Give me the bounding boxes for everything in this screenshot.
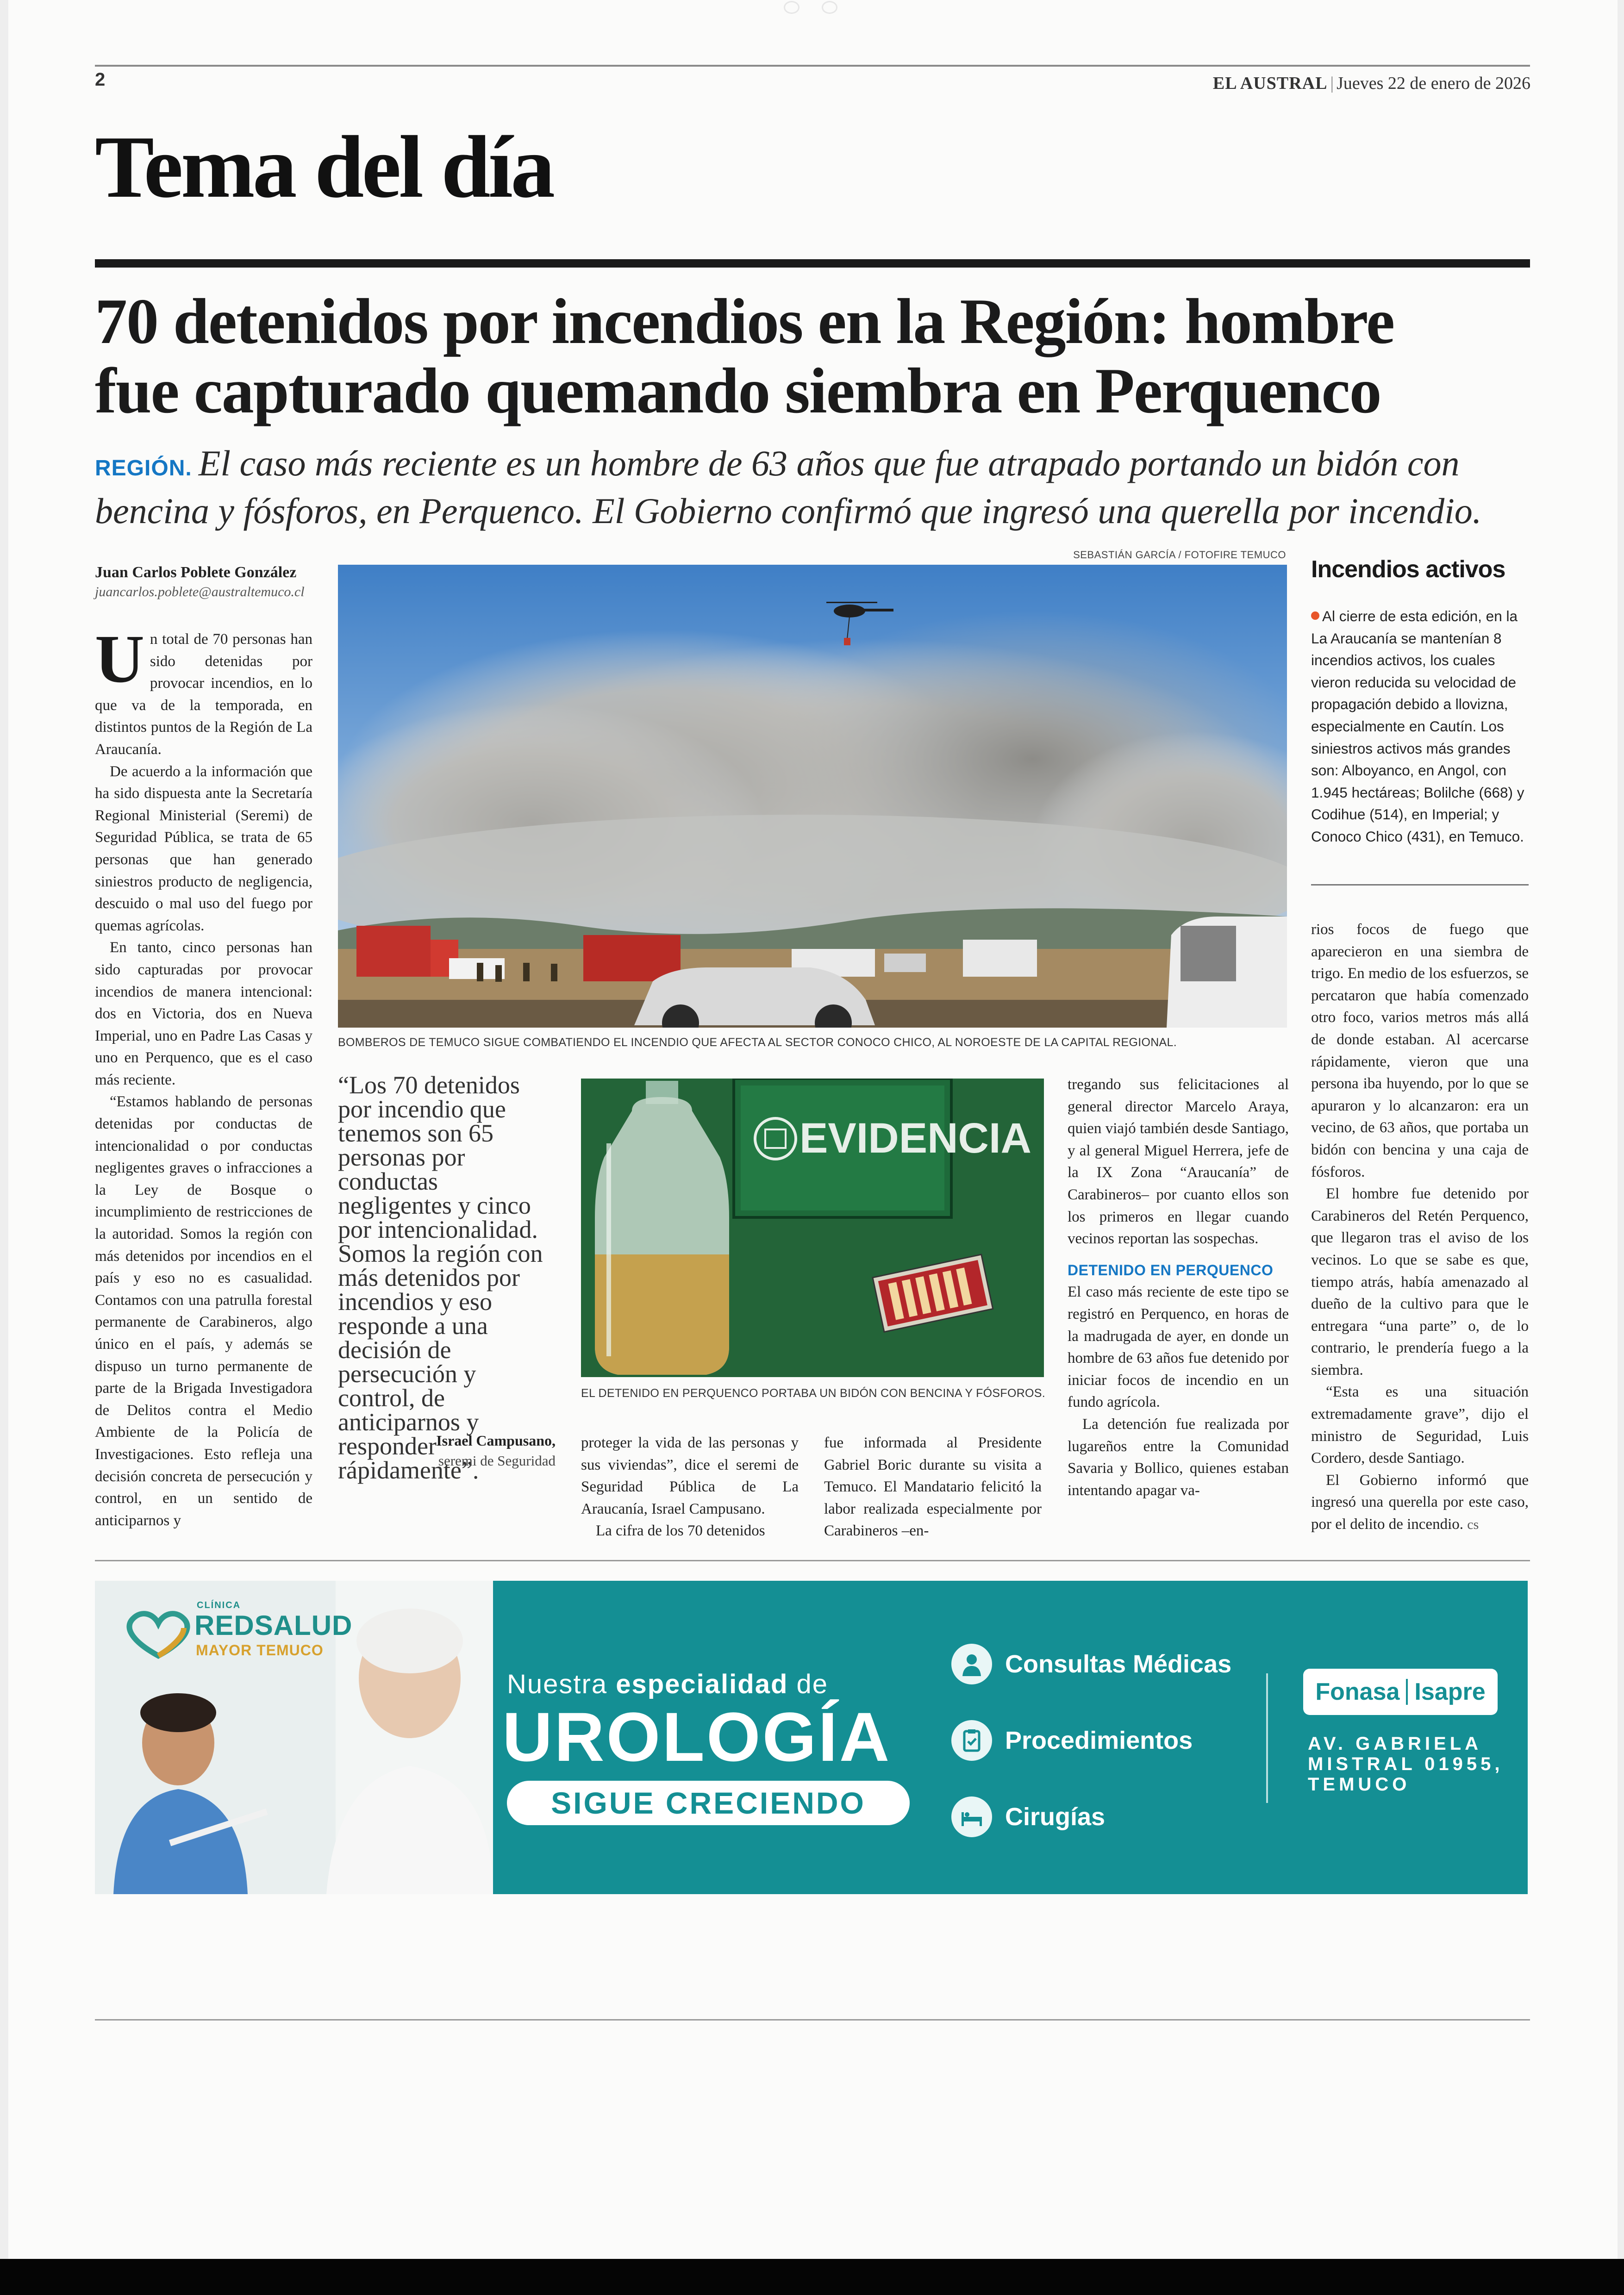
paragraph: fue informada al Presidente Gabriel Boric durante su visita a Temuco. El Mandatario felicitó la labor realizada especialmente por Carabineros –en- <box>824 1434 1042 1540</box>
footer-rule <box>95 2019 1530 2021</box>
dropcap: U <box>95 621 144 697</box>
deck-tag: REGIÓN. <box>95 456 192 480</box>
article-bottom-rule <box>95 1560 1530 1561</box>
pull-quote-role: seremi de Seguridad <box>438 1453 556 1469</box>
ad-fonasa: Fonasa <box>1315 1678 1400 1705</box>
paragraph: La cifra de los 70 detenidos <box>596 1522 765 1540</box>
end-mark-icon: cs <box>1467 1517 1479 1533</box>
heart-logo-icon <box>124 1609 193 1660</box>
evidence-photo-caption: EL DETENIDO EN PERQUENCO PORTABA UN BIDÓN CON BENCINA Y FÓSFOROS. <box>581 1387 1046 1400</box>
ad-tagline-bold: especialidad <box>616 1669 788 1699</box>
wildfire-photo-art <box>338 565 1287 1028</box>
doctor-icon <box>951 1644 992 1684</box>
article-column-5 <box>1068 1074 1289 1502</box>
pull-quote-name: Israel Campusano, <box>436 1432 556 1449</box>
section-title: Tema del día <box>95 118 553 216</box>
page-number: 2 <box>95 69 106 90</box>
clipboard-icon <box>951 1720 992 1761</box>
section-rule <box>95 259 1530 268</box>
ad-logo <box>194 1609 352 1641</box>
paragraph: rios focos de fuego que aparecieron en una siembra de trigo. En medio de los esfuerzos, se percataron que había comenzado otro foco, varios metros más allá de donde estaban. Al acercarse rápidamente, vieron que una persona iba huyendo, por lo que se apuraron y lo alcanzaron: era un vecino, de 63 años, que portaba un bidón con bencina y una caja de fósforos. <box>1311 921 1529 1180</box>
photo-caption: BOMBEROS DE TEMUCO SIGUE COMBATIENDO EL INCENDIO QUE AFECTA AL SECTOR CONOCO CHICO, AL NOROESTE DE LA CAPITAL REGIONAL. <box>338 1036 1177 1049</box>
evidence-photo <box>581 1079 1044 1377</box>
paragraph: El caso más reciente de este tipo se registró en Perquenco, en horas de la madrugada de ayer, en donde un hombre de 63 años fue detenido por iniciar focos de incendio en un fundo agrícola. <box>1068 1284 1289 1411</box>
header-rule <box>95 65 1530 67</box>
paragraph: En tanto, cinco personas han sido capturadas por provocar incendios de manera intencional: dos en Victoria, dos en Nueva Imperial, uno en Padre Las Casas y uno en Perquenco, que es el caso más reciente. <box>95 939 312 1088</box>
ad-photo-area <box>95 1581 493 1894</box>
viewer-dot-icon <box>784 1 800 14</box>
viewer-dot-icon <box>822 1 837 14</box>
paragraph: proteger la vida de las personas y sus viviendas”, dice el seremi de Seguridad Pública de La Araucanía, Israel Campusano. <box>581 1434 799 1517</box>
evidence-sign-text: EVIDENCIA <box>800 1115 1031 1162</box>
article-column-3 <box>581 1432 799 1542</box>
bullet-icon <box>1311 611 1319 620</box>
sidebar-rule <box>1311 884 1529 886</box>
ad-tagline <box>507 1669 828 1700</box>
hospital-bed-icon <box>951 1796 992 1837</box>
ad-isapre: Isapre <box>1414 1678 1486 1705</box>
masthead-separator: | <box>1330 74 1334 93</box>
paragraph: tregando sus felicitaciones al general director Marcelo Araya, quien viajó también desde Santiago, y al general Miguel Herrera, jefe de la IX Zona “Araucanía” de Carabineros– por cuanto ellos son los primeros en llegar cuando vecinos reportan las sospechas. <box>1068 1076 1289 1247</box>
wildfire-photo <box>338 565 1287 1028</box>
masthead-date: Jueves 22 de enero de 2026 <box>1337 74 1530 93</box>
ad-insurance-badge <box>1303 1669 1498 1715</box>
ad-item-label: Cirugías <box>1005 1803 1106 1831</box>
ad-specialty: UROLOGÍA <box>502 1698 892 1776</box>
pull-quote: “Los 70 detenidos por incendio que tenemos son 65 personas por conductas negligentes y cinco por intencionalidad. Somos la región con más detenidos por incendios y eso responde a una decisión de persecución y control, de anticiparnos y responder rápidamente”. <box>338 1071 543 1484</box>
paragraph <box>95 621 312 761</box>
deck-line-2: bencina y fósforos, en Perquenco. El Gobierno confirmó que ingresó una querella por incendio. <box>95 491 1482 531</box>
deck-line-1: El caso más reciente es un hombre de 63 años que fue atrapado portando un bidón con <box>198 443 1460 483</box>
ad-divider <box>1266 1673 1268 1803</box>
paragraph <box>1311 1470 1529 1536</box>
ad-item-label: Consultas Médicas <box>1005 1650 1232 1678</box>
page-edge-left <box>0 0 8 2295</box>
paragraph-text: El Gobierno informó que ingresó una querella por este caso, por el delito de incendio. <box>1311 1472 1529 1533</box>
ad-address <box>1308 1734 1504 1795</box>
ad-item-procedimientos <box>951 1720 1193 1761</box>
article-column-1 <box>95 621 312 1532</box>
subheading: DETENIDO EN PERQUENCO <box>1068 1261 1274 1278</box>
photo-credit: SEBASTIÁN GARCÍA / FOTOFIRE TEMUCO <box>1073 549 1286 561</box>
headline-line-2: fue capturado quemando siembra en Perquenco <box>95 355 1381 427</box>
masthead-brand: EL AUSTRAL <box>1212 74 1328 93</box>
viewer-bottom-bar <box>0 2259 1624 2295</box>
headline-line-1: 70 detenidos por incendios en la Región: hombre <box>95 286 1394 357</box>
ad-logo-red: RED <box>194 1610 255 1641</box>
deck <box>95 442 1539 532</box>
ad-item-cirugias <box>951 1796 1105 1838</box>
ad-tagline-post: de <box>796 1669 829 1699</box>
ad-item-label: Procedimientos <box>1005 1727 1193 1754</box>
sidebar-title: Incendios activos <box>1311 556 1505 583</box>
ad-logo-clinica: CLÍNICA <box>197 1600 241 1610</box>
page-edge-right <box>1618 0 1624 2295</box>
byline-author: Juan Carlos Poblete González <box>95 564 297 581</box>
paragraph-text: n total de 70 personas han sido detenidas por provocar incendios, en lo que va de la temporada, en distintos puntos de la Región de La Araucanía. <box>95 631 312 758</box>
article-column-6 <box>1311 919 1529 1536</box>
paragraph: La detención fue realizada por lugareños entre la Comunidad Savaria y Bollico, quienes estaban intentando apagar va- <box>1068 1416 1289 1499</box>
paragraph: “Estamos hablando de personas detenidas por conductas de intencionalidad o por conductas negligentes graves o infracciones a la Ley de Bosque o incumplimiento de restricciones de la autoridad. Somos la región con más detenidos por incendios en el país y eso no es casualidad. Contamos con una patrulla forestal permanente de Carabineros, algo único en el país, y además se dispuso un turno permanente de parte de la Brigada Investigadora de Delitos contra el Medio Ambiente de la Policía de Investigaciones. Esto refleja una decisión concreta de persecución y control, en un sentido de anticiparnos y <box>95 1093 312 1529</box>
ad-tagline-pre: Nuestra <box>507 1669 608 1699</box>
ad-pill: SIGUE CRECIENDO <box>507 1781 910 1825</box>
paragraph: “Esta es una situación extremadamente grave”, dijo el ministro de Seguridad, Luis Cordero, desde Santiago. <box>1311 1384 1529 1467</box>
ad-address-line: AV. GABRIELA <box>1308 1734 1482 1754</box>
headline <box>95 287 1539 426</box>
article-column-4 <box>824 1432 1042 1542</box>
byline-email[interactable]: juancarlos.poblete@australtemuco.cl <box>95 584 305 599</box>
ad-insurance-separator <box>1406 1679 1408 1705</box>
sidebar-text <box>1311 605 1529 848</box>
advertisement-banner[interactable] <box>95 1581 1528 1894</box>
paragraph: De acuerdo a la información que ha sido dispuesta ante la Secretaría Regional Ministerial (Seremi) de Seguridad Pública, se trata de 65 personas que han generado siniestros producto de negligencia, descuido o mal uso del fuego por quemas agrícolas. <box>95 763 312 934</box>
ad-item-consultas <box>951 1643 1231 1685</box>
ad-address-line: MISTRAL 01955, <box>1308 1754 1504 1774</box>
ad-address-line: TEMUCO <box>1308 1774 1411 1795</box>
sidebar-body: Al cierre de esta edición, en la La Araucanía se mantenían 8 incendios activos, los cuales vieron reducida su velocidad de propagación debido a llovizna, especialmente en Cautín. Los siniestros activos más grandes son: Alboyanco, en Angol, con 1.945 hectáreas; Bolilche (668) y Codihue (514), en Imperial; y Conoco Chico (431), en Temuco. <box>1311 608 1524 845</box>
masthead <box>1213 73 1530 94</box>
paragraph: El hombre fue detenido por Carabineros del Retén Perquenco, que llegaron tras el aviso de los vecinos. Lo que se sabe es que, tiempo atrás, había amenazado al dueño de la cultivo para que le entregara “una parte” o, de lo contrario, le prendería fuego a la siembra. <box>1311 1185 1529 1378</box>
evidence-photo-art <box>581 1079 1044 1377</box>
ad-logo-salud: SALUD <box>254 1610 353 1641</box>
ad-logo-mayor: MAYOR TEMUCO <box>196 1642 324 1659</box>
